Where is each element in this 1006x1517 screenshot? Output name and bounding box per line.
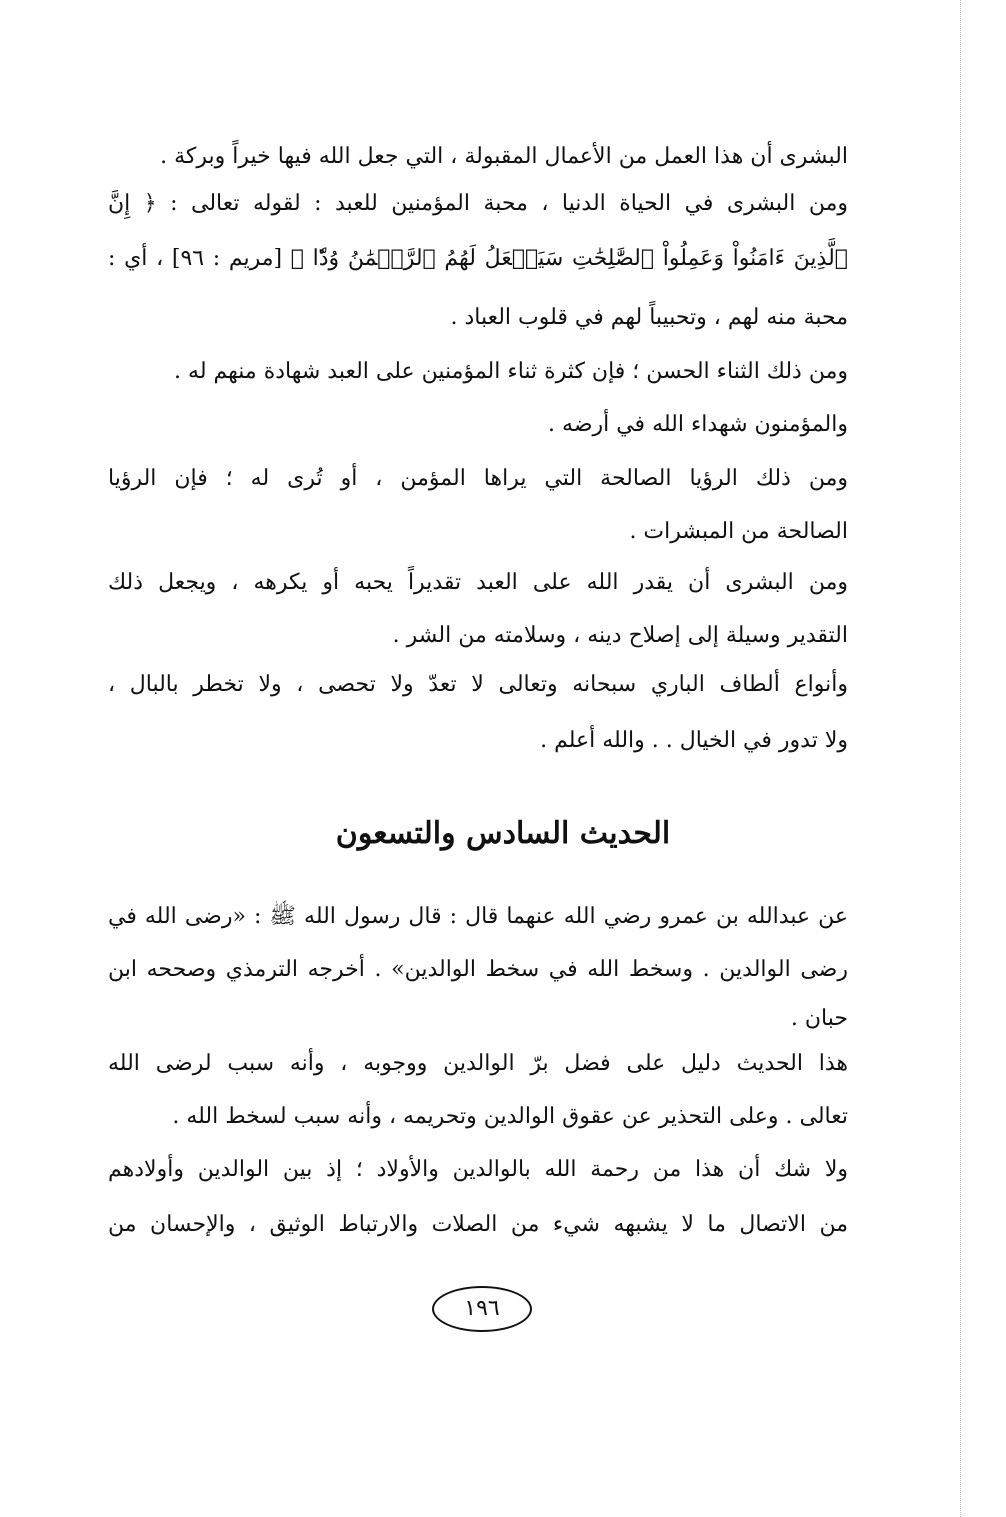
scan-edge-divider [960, 0, 961, 1517]
quran-verse-line: ٱلَّذِينَ ءَامَنُواْ وَعَمِلُواْ ٱلصَّٰلِحَٰتِ سَيَجۡعَلُ لَهُمُ ٱلرَّحۡمَٰنُ وُدّٗا ﴾ [مريم : ٩٦] ، أي : [108, 246, 848, 271]
text-line: ولا تدور في الخيال . . والله أعلم . [540, 728, 848, 753]
hadith-line: رضى الوالدين . وسخط الله في سخط الوالدين» . أخرجه الترمذي وصححه ابن [108, 957, 848, 982]
text-line: حبان . [790, 1006, 848, 1031]
hadith-line: عن عبدالله بن عمرو رضي الله عنهما قال : قال رسول الله ﷺ : «رضى الله في [108, 904, 848, 929]
text-line: والمؤمنون شهداء الله في أرضه . [548, 412, 848, 437]
text-line: محبة منه لهم ، وتحبيباً لهم في قلوب العباد . [450, 305, 848, 330]
text-line: الصالحة من المبشرات . [629, 519, 848, 544]
text-line: تعالى . وعلى التحذير عن عقوق الوالدين وتحريمه ، وأنه سبب لسخط الله . [172, 1104, 848, 1129]
page-number: ١٩٦ [432, 1286, 532, 1332]
text-line: من الاتصال ما لا يشبهه شيء من الصلات والارتباط الوثيق ، والإحسان من [108, 1212, 848, 1237]
text-line: وأنواع ألطاف الباري سبحانه وتعالى لا تعدّ ولا تحصى ، ولا تخطر بالبال ، [108, 672, 848, 697]
text-line: البشرى أن هذا العمل من الأعمال المقبولة ، التي جعل الله فيها خيراً وبركة . [160, 144, 848, 169]
text-line: ومن ذلك الرؤيا الصالحة التي يراها المؤمن ، أو تُرى له ؛ فإن الرؤيا [108, 466, 848, 491]
text-line: ومن ذلك الثناء الحسن ؛ فإن كثرة ثناء المؤمنين على العبد شهادة منهم له . [174, 359, 848, 384]
text-line: التقدير وسيلة إلى إصلاح دينه ، وسلامته من الشر . [392, 623, 848, 648]
section-heading: الحديث السادس والتسعون [335, 816, 671, 851]
text-line: هذا الحديث دليل على فضل برّ الوالدين ووجوبه ، وأنه سبب لرضى الله [108, 1051, 848, 1076]
text-line: ومن البشرى في الحياة الدنيا ، محبة المؤمنين للعبد : لقوله تعالى : ﴿ إِنَّ [108, 191, 848, 216]
text-line: ومن البشرى أن يقدر الله على العبد تقديراً يحبه أو يكرهه ، ويجعل ذلك [108, 570, 848, 595]
text-line: ولا شك أن هذا من رحمة الله بالوالدين والأولاد ؛ إذ بين الوالدين وأولادهم [108, 1157, 848, 1182]
